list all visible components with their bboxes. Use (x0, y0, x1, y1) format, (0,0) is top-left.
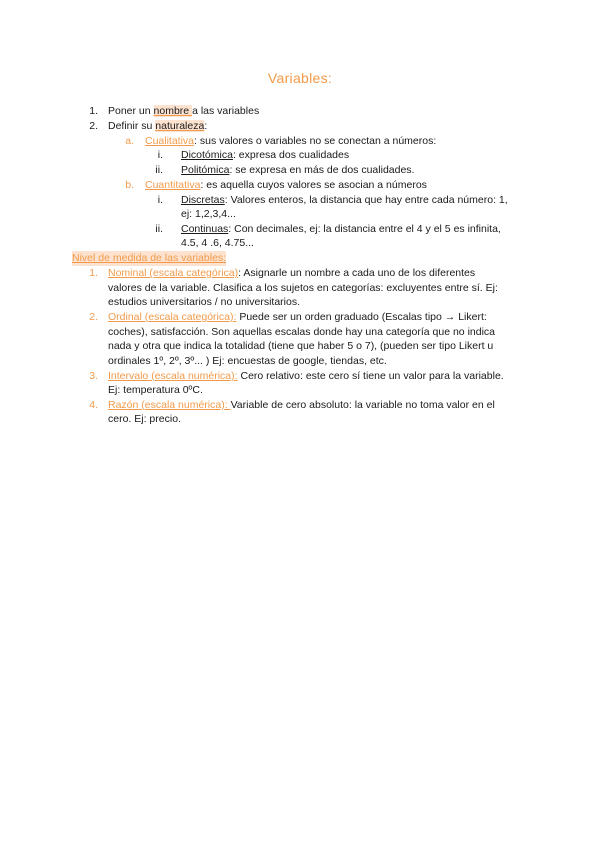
list-text: : sus valores o variables no se conectan a números: (194, 135, 437, 147)
list-text: : Con decimales, ej: la distancia entre el 4 y el 5 es infinita, (228, 223, 501, 235)
list-number: 1. (89, 105, 98, 117)
page-title: Variables: (267, 70, 333, 86)
list-text: : es aquella cuyos valores se asocian a números (200, 179, 427, 191)
list-number: 3. (89, 370, 98, 382)
list-number: i. (157, 149, 163, 161)
list-number: 1. (89, 267, 98, 279)
list-text: nada y otra que indica la totalidad (tiene que haber 5 o 7), (pueden ser tipo Likert u (108, 340, 494, 352)
level-label: Ordinal (escala categórica): (108, 311, 237, 323)
list-letter: b. (125, 179, 134, 191)
level-label: Intervalo (escala numérica): (108, 370, 238, 382)
list-number: ii. (155, 164, 163, 176)
list-text: ordinales 1º, 2º, 3º... ) Ej: encuestas de google, tiendas, etc. (108, 355, 387, 367)
list-text: a las variables (192, 105, 260, 117)
term: Continuas (181, 223, 229, 235)
level-label: Nominal (escala categórica) (108, 267, 239, 279)
list-number: 2. (89, 120, 98, 132)
list-text: ej: 1,2,3,4... (181, 208, 236, 220)
list-letter: a. (125, 135, 134, 147)
list-text: : (204, 120, 208, 132)
category-label: Cualitativa (145, 135, 195, 147)
list-text: coches), satisfacción. Son aquellas escalas donde hay una categoría que no indica (108, 326, 496, 338)
list-text: : expresa dos cualidades (232, 149, 350, 161)
highlight-term: nombre (153, 105, 193, 117)
list-number: i. (157, 194, 163, 206)
list-text: Puede ser un orden graduado (Escalas tipo → Likert: (239, 311, 487, 323)
list-text: Cero relativo: este cero sí tiene un valor para la variable. (240, 370, 504, 382)
list-text: cero. Ej: precio. (108, 413, 181, 425)
level-separator: : (238, 267, 244, 279)
section-heading: Nivel de medida de las variables: (72, 252, 227, 264)
list-number: ii. (155, 223, 163, 235)
list-number: 4. (89, 399, 98, 411)
list-text: 4.5, 4 .6, 4.75... (181, 237, 254, 249)
category-label: Cuantitativa (145, 179, 201, 191)
list-text: estudios universitarios / no universitarios. (108, 296, 301, 308)
list-text: Variable de cero absoluto: la variable no toma valor en el (230, 399, 495, 411)
list-text: : se expresa en más de dos cualidades. (229, 164, 415, 176)
term: Dicotómica (181, 149, 233, 161)
term: Politómica (181, 164, 230, 176)
list-number: 2. (89, 311, 98, 323)
level-label: Razón (escala numérica): (108, 399, 231, 411)
list-text: valores de la variable. Clasifica a los sujetos en categorías: excluyentes entre sí. Ej: (108, 282, 498, 294)
highlight-term: naturaleza (155, 120, 205, 132)
list-text: : Valores enteros, la distancia que hay entre cada número: 1, (224, 194, 508, 206)
list-text: Ej: temperatura 0ºC. (108, 384, 203, 396)
list-text: Definir su (108, 120, 156, 132)
list-text: Poner un (108, 105, 154, 117)
list-text: Asignarle un nombre a cada uno de los diferentes (243, 267, 476, 279)
term: Discretas (181, 194, 225, 206)
